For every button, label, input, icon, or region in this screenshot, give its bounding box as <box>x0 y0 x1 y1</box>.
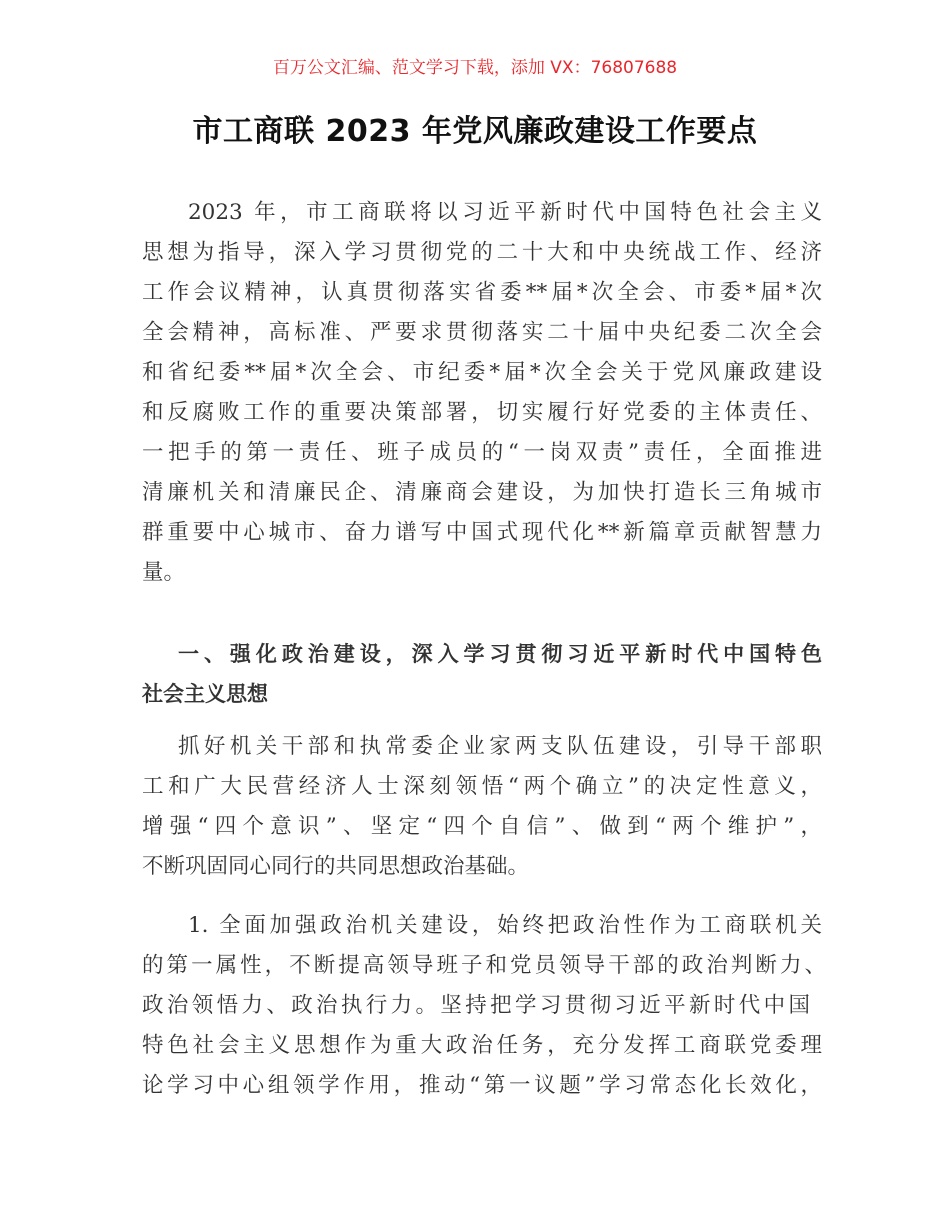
text-line: 增强“四个意识”、坚定“四个自信”、做到“两个维护”， <box>142 814 822 839</box>
watermark-banner: 百万公文汇编、范文学习下载，添加 VX：76807688 <box>272 58 678 78</box>
text-line: 不断巩固同心同行的共同思想政治基础。 <box>142 854 530 879</box>
text-line: 工作会议精神，认真贯彻落实省委**届*次全会、市委*届*次 <box>142 280 822 305</box>
text-line: 特色社会主义思想作为重大政治任务，充分发挥工商联党委理 <box>142 1033 822 1058</box>
text-line: 思想为指导，深入学习贯彻党的二十大和中央统战工作、经济 <box>142 240 822 265</box>
text-line: 政治领悟力、政治执行力。坚持把学习贯彻习近平新时代中国 <box>142 993 810 1018</box>
text-line: 清廉机关和清廉民企、清廉商会建设，为加快打造长三角城市 <box>142 480 822 505</box>
text-line: 的第一属性，不断提高领导班子和党员领导干部的政治判断力、 <box>142 953 826 978</box>
text-line: 工和广大民营经济人士深刻领悟“两个确立”的决定性意义， <box>142 774 822 799</box>
text-line: 1. 全面加强政治机关建设，始终把政治性作为工商联机关 <box>188 913 822 938</box>
text-line: 和反腐败工作的重要决策部署，切实履行好党委的主体责任、 <box>142 400 822 425</box>
text-line: 群重要中心城市、奋力谱写中国式现代化**新篇章贡献智慧力 <box>142 520 822 545</box>
text-line: 2023 年，市工商联将以习近平新时代中国特色社会主义 <box>188 200 822 225</box>
heading-line: 一、强化政治建设，深入学习贯彻习近平新时代中国特色 <box>178 642 822 666</box>
text-line: 抓好机关干部和执常委企业家两支队伍建设，引导干部职 <box>178 734 822 759</box>
text-line: 论学习中心组领学作用，推动“第一议题”学习常态化长效化， <box>142 1073 822 1098</box>
text-line: 量。 <box>142 560 186 585</box>
heading-line: 社会主义思想 <box>142 682 268 706</box>
text-line: 一把手的第一责任、班子成员的“一岗双责”责任，全面推进 <box>142 440 822 465</box>
text-line: 全会精神，高标准、严要求贯彻落实二十届中央纪委二次全会 <box>142 320 822 345</box>
document-title: 市工商联 2023 年党风廉政建设工作要点 <box>192 114 758 149</box>
text-line: 和省纪委**届*次全会、市纪委*届*次全会关于党风廉政建设 <box>142 360 822 385</box>
